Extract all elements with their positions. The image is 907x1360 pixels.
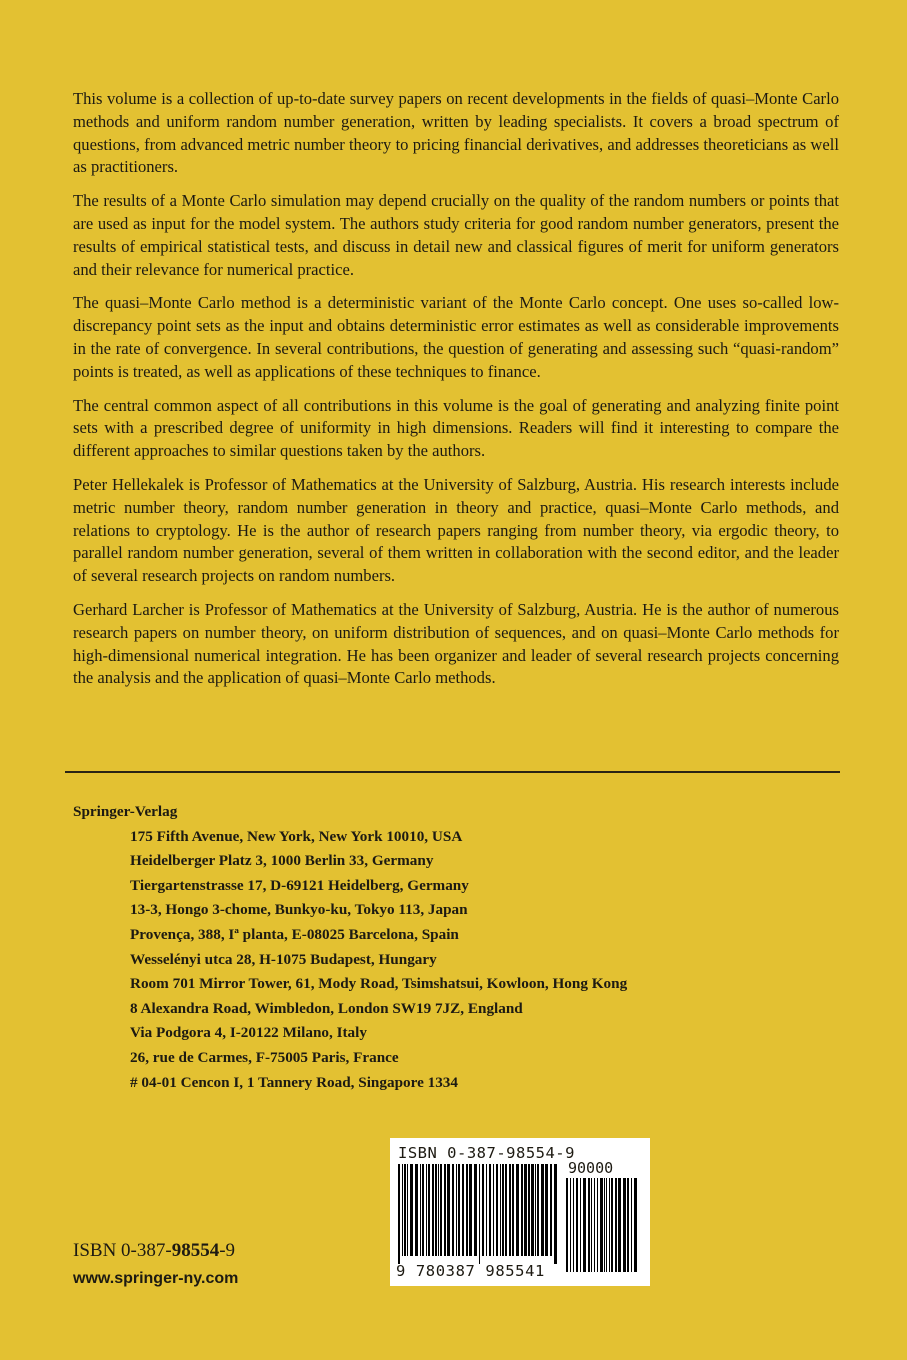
address-line: 13-3, Hongo 3-chome, Bunkyo-ku, Tokyo 113, Japan: [130, 901, 468, 919]
barcode-bar: [531, 1164, 534, 1256]
barcode-price-code: 90000: [568, 1159, 614, 1177]
barcode-bar: [606, 1178, 607, 1272]
isbn-text: [73, 1240, 235, 1262]
author-bio-larcher: Gerhard Larcher is Professor of Mathematics at the University of Salzburg, Austria. He is the author of numerous research papers on number theory, on uniform distribution of sequences, and on quasi–Monte Carlo methods for high-dimensional numerical integration. He has been organizer and leader of several research projects concerning the analysis and the application of quasi–Monte Carlo methods.: [73, 599, 839, 688]
website-url: www.springer-ny.com: [73, 1270, 239, 1287]
barcode-bar: [420, 1164, 421, 1256]
barcode-bar: [588, 1178, 590, 1272]
barcode-bar: [509, 1164, 511, 1256]
barcode-bar: [580, 1178, 581, 1272]
barcode-bar: [505, 1164, 507, 1256]
isbn-bold-part: 98554: [171, 1240, 220, 1261]
barcode-bar: [618, 1178, 621, 1272]
barcode-bar: [554, 1164, 557, 1264]
barcode-bar: [432, 1164, 434, 1256]
blurb-text: [73, 88, 839, 701]
barcode-ean-digits: 9 780387 985541: [396, 1262, 545, 1280]
barcode-bar: [447, 1164, 450, 1256]
barcode-bar: [611, 1178, 613, 1272]
isbn-prefix: ISBN 0-387-: [73, 1240, 172, 1261]
barcode-bar: [583, 1178, 586, 1272]
barcode-bar: [415, 1164, 418, 1256]
barcode-bar: [474, 1164, 477, 1256]
blurb-paragraph-1: This volume is a collection of up-to-date survey papers on recent developments in the fields of quasi–Monte Carlo methods and uniform random number generation, written by leading specialists. It covers a broad spectrum of questions, from advanced metric number theory to pricing financial derivatives, and addresses theoreticians as well as practitioners.: [73, 89, 839, 177]
barcode-bar: [570, 1178, 571, 1272]
barcode-bar: [521, 1164, 523, 1256]
barcode-bar: [456, 1164, 457, 1256]
barcode-bar: [600, 1178, 603, 1272]
address-line: Wesselényi utca 28, H-1075 Budapest, Hungary: [130, 950, 437, 968]
author-bio-hellekalek: Peter Hellekalek is Professor of Mathematics at the University of Salzburg, Austria. His research interests include metric number theory, random number generation in theory and practice, quasi–Monte Carlo methods, and relations to cryptology. He is the author of research papers ranging from number theory, via ergodic theory, to parallel random number generation, several of them written in collaboration with the second editor, and the leader of several research projects on random numbers.: [73, 474, 839, 586]
barcode-bar: [623, 1178, 626, 1272]
barcode-bar: [537, 1164, 539, 1256]
barcode-bar: [426, 1164, 427, 1256]
barcode-bar: [524, 1164, 527, 1256]
barcode-bar: [479, 1164, 480, 1264]
barcode-bar: [516, 1164, 519, 1256]
barcode-bar: [496, 1164, 498, 1256]
barcode-bar: [404, 1164, 406, 1256]
address-line: Via Podgora 4, I-20122 Milano, Italy: [130, 1024, 367, 1042]
barcode-bar: [482, 1164, 484, 1256]
barcode-bar: [512, 1164, 514, 1256]
address-line: Provença, 388, Iª planta, E-08025 Barcelona, Spain: [130, 925, 459, 943]
barcode-isbn-label: ISBN 0-387-98554-9: [398, 1144, 575, 1162]
barcode-bar: [402, 1164, 403, 1256]
blurb-paragraph-3: The quasi–Monte Carlo method is a deterministic variant of the Monte Carlo concept. One uses so-called low-discrepancy point sets as the input and obtains deterministic error estimates as well as considerable improvements in the rate of convergence. In several contributions, the question of generating and assessing such “quasi-random” points is treated, as well as applications of these techniques to finance.: [73, 293, 839, 381]
barcode-bar: [489, 1164, 491, 1256]
barcode-bar: [469, 1164, 472, 1256]
barcode-bar: [576, 1178, 578, 1272]
barcode-bar: [444, 1164, 446, 1256]
address-line: # 04-01 Cencon I, 1 Tannery Road, Singapore 1334: [130, 1073, 458, 1091]
barcode-bar: [591, 1178, 592, 1272]
barcode-bar: [604, 1178, 605, 1272]
barcode-bar: [438, 1164, 439, 1256]
barcode-bar: [528, 1164, 530, 1256]
barcode-bar: [440, 1164, 442, 1256]
barcode-bar: [550, 1164, 552, 1256]
barcode-bar: [428, 1164, 430, 1256]
barcode-bar: [597, 1178, 598, 1272]
barcode-bar: [398, 1164, 400, 1264]
barcode-bar: [594, 1178, 595, 1272]
barcode-bar: [535, 1164, 536, 1256]
barcode-bar: [493, 1164, 494, 1256]
divider-rule: [65, 771, 840, 773]
isbn-suffix: -9: [219, 1240, 236, 1261]
publisher-address-list: [73, 825, 627, 1096]
barcode-addon-bars: [566, 1178, 642, 1280]
barcode-bar: [466, 1164, 468, 1256]
barcode-bar: [458, 1164, 460, 1256]
publisher-block: [73, 800, 627, 1095]
blurb-paragraph-2: The results of a Monte Carlo simulation may depend crucially on the quality of the random numbers or points that are used as input for the model system. The authors study criteria for good random number generators, present the results of empirical statistical tests, and discuss in detail new and classical figures of merit for uniform generators and their relevance for numerical practice.: [73, 191, 839, 279]
barcode-bar: [615, 1178, 617, 1272]
address-line: Room 701 Mirror Tower, 61, Mody Road, Tsimshatsui, Kowloon, Hong Kong: [130, 975, 628, 993]
barcode-bar: [452, 1164, 454, 1256]
publisher-name: Springer-Verlag: [73, 803, 178, 820]
barcode-bar: [407, 1164, 408, 1256]
address-line: Heidelberger Platz 3, 1000 Berlin 33, Germany: [130, 852, 434, 870]
barcode-bar: [410, 1164, 413, 1256]
barcode-bar: [573, 1178, 574, 1272]
barcode-bar: [502, 1164, 504, 1256]
address-line: 175 Fifth Avenue, New York, New York 10010, USA: [130, 827, 463, 845]
barcode-bar: [545, 1164, 548, 1256]
barcode-bar: [500, 1164, 501, 1256]
barcode-main-bars: [398, 1164, 558, 1264]
blurb-paragraph-4: The central common aspect of all contributions in this volume is the goal of generating and analyzing finite point sets with a prescribed degree of uniformity in high dimensions. Readers will find it interesting to compare the different approaches to similar questions taken by the authors.: [73, 395, 839, 461]
barcode-bar: [627, 1178, 629, 1272]
barcode-bar: [631, 1178, 632, 1272]
barcode-bar: [541, 1164, 544, 1256]
barcode-bar: [634, 1178, 637, 1272]
address-line: 26, rue de Carmes, F-75005 Paris, France: [130, 1048, 399, 1066]
address-line: Tiergartenstrasse 17, D-69121 Heidelberg, Germany: [130, 876, 469, 894]
barcode-bar: [462, 1164, 464, 1256]
barcode-bar: [435, 1164, 437, 1256]
barcode-bar: [566, 1178, 568, 1272]
barcode-bar: [609, 1178, 610, 1272]
barcode-bar: [486, 1164, 487, 1256]
barcode: [390, 1138, 650, 1286]
address-line: 8 Alexandra Road, Wimbledon, London SW19 7JZ, England: [130, 999, 523, 1017]
barcode-bar: [422, 1164, 424, 1256]
